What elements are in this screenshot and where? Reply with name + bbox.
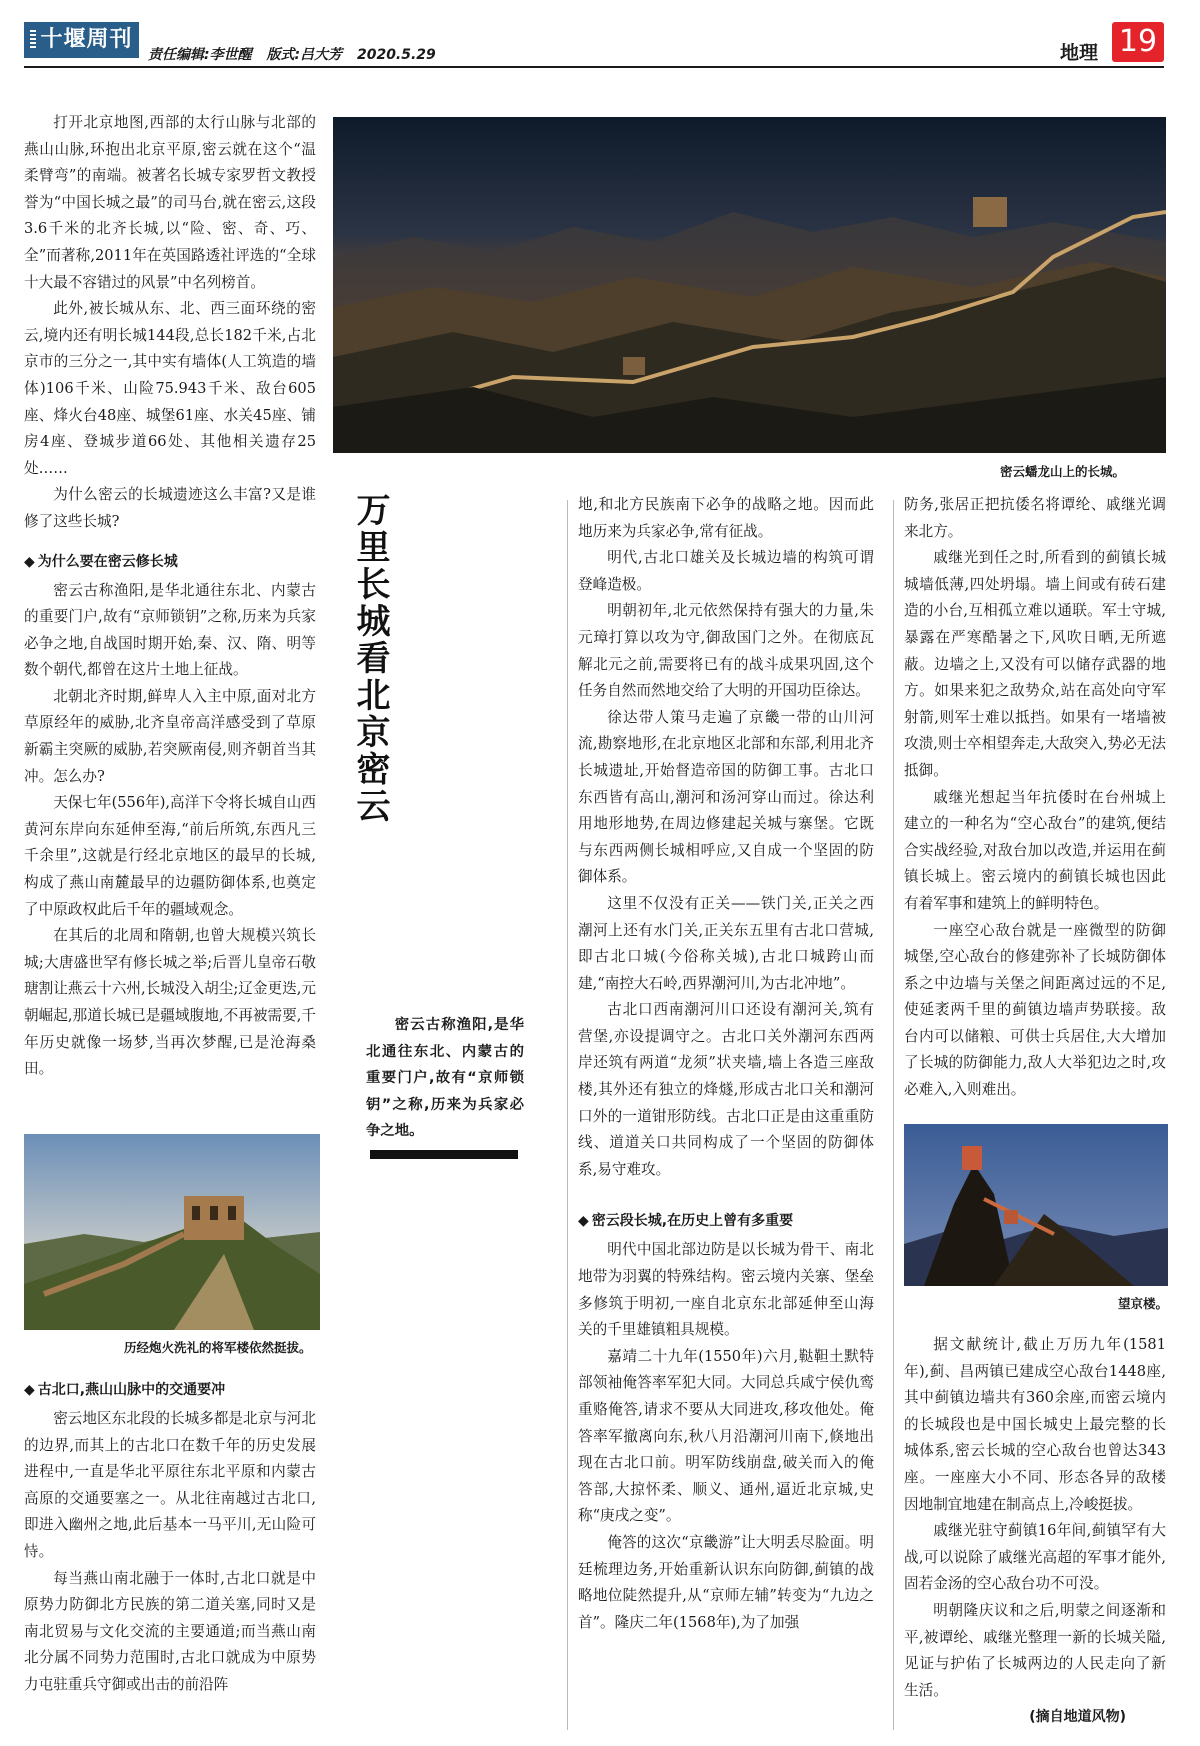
layout-credit: 版式:吕大芳 xyxy=(266,47,343,63)
paragraph: 明朝初年,北元依然保持有强大的力量,朱元璋打算以攻为守,御敌国门之外。在彻底瓦解北元之前,需要将已有的战斗成果巩固,这个任务自然而然地交给了大明的开国功臣徐达。 xyxy=(578,602,874,700)
article-title: 万里长城看北京密云 xyxy=(350,492,390,825)
header-rule xyxy=(24,66,1164,68)
paragraph: 明代,古北口雄关及长城边墙的构筑可谓登峰造极。 xyxy=(578,549,874,593)
paragraph: 密云古称渔阳,是华北通往东北、内蒙古的重要门户,故有“京师锁钥”之称,历来为兵家必争之地,自战国时期开始,秦、汉、隋、明等数个朝代,都曾在这片土地上征战。 xyxy=(24,581,316,679)
section-label: 地理 xyxy=(1060,42,1099,64)
editor-credit: 责任编辑:李世醒 xyxy=(148,47,252,63)
right-photo-caption: 望京楼。 xyxy=(1118,1296,1169,1311)
column-divider xyxy=(893,500,894,1730)
pull-quote: 密云古称渔阳,是华北通往东北、内蒙古的重要门户,故有“京师锁钥”之称,历来为兵家必争之地。 xyxy=(366,1017,524,1139)
paragraph: 天保七年(556年),高洋下令将长城自山西黄河东岸向东延伸至海,“前后所筑,东西凡三千余里”,这就是行经北京地区的最早的长城,构成了燕山南麓最早的边疆防御体系,也奠定了中原政权此后千年的疆域观念。 xyxy=(24,794,316,918)
column-2 xyxy=(578,492,874,1636)
left-photo-caption: 历经炮火洗礼的将军楼依然挺拔。 xyxy=(124,1340,312,1355)
paragraph: 戚继光想起当年抗倭时在台州城上建立的一种名为“空心敌台”的建筑,便结合实战经验,对敌台加以改造,并运用在蓟镇长城上。密云境内的蓟镇长城也因此有着军事和建筑上的鲜明特色。 xyxy=(904,788,1166,912)
pull-quote-bar xyxy=(370,1150,518,1159)
paragraph: 密云地区东北段的长城多都是北京与河北的边界,而其上的古北口在数千年的历史发展进程中,一直是华北平原往东北平原和内蒙古高原的交通要塞之一。从北往南越过古北口,即进入幽州之地,此后基本一马平川,无山险可恃。 xyxy=(24,1410,316,1560)
issue-date: 2020.5.29 xyxy=(356,47,436,63)
paragraph: 古北口西南潮河川口还设有潮河关,筑有营堡,亦设提调守之。古北口关外潮河东西两岸还筑有两道“龙须”状夹墙,墙上各造三座敌楼,其外还有独立的烽燧,形成古北口关和潮河口外的一道钳形防线。古北口正是由这重重防线、道道关口共同构成了一个坚固的防御体系,易守难攻。 xyxy=(578,1001,874,1178)
paragraph: 一座空心敌台就是一座微型的防御城堡,空心敌台的修建弥补了长城防御体系之中边墙与关堡之间距离过远的不足,使延袤两千里的蓟镇边墙声势联接。敌台内可以储粮、可供士兵居住,大大增加了长城的防御能力,敌人大举犯边之时,攻必难入,入则难出。 xyxy=(904,921,1166,1099)
publication-name: 十堰周刊 xyxy=(40,27,133,52)
paragraph: 在其后的北周和隋朝,也曾大规模兴筑长城;大唐盛世罕有修长城之举;后晋儿皇帝石敬瑭割让燕云十六州,长城没入胡尘;辽金更迭,元朝崛起,那道长城已是疆域腹地,不再被需要,千年历史就像一场梦,当再次梦醒,已是沧海桑田。 xyxy=(24,927,316,1078)
paragraph: 明代中国北部边防是以长城为骨干、南北地带为羽翼的特殊结构。密云境内关寨、堡垒多修筑于明初,一座自北京东北部延伸至山海关的千里雄镇粗具规模。 xyxy=(578,1241,874,1339)
paragraph: 徐达带人策马走遍了京畿一带的山川河流,勘察地形,在北京地区北部和东部,利用北齐长城遗址,开始督造帝国的防御工事。古北口东西皆有高山,潮河和汤河穿山而过。徐达利用地形地势,在周边修建起关城与寨堡。它既与东西两侧长城相呼应,又自成一个坚固的防御体系。 xyxy=(578,708,874,886)
paragraph: 打开北京地图,西部的太行山脉与北部的燕山山脉,环抱出北京平原,密云就在这个“温柔臂弯”的南端。被著名长城专家罗哲文教授誉为“中国长城之最”的司马台,就在密云,这段3.6千米的北齐长城,以“险、密、奇、巧、全”而著称,2011年在英国路透社评选的“全球十大最不容错过的风景”中名列榜首。 xyxy=(24,114,316,291)
page-number: 19 xyxy=(1112,22,1164,62)
paragraph: 明朝隆庆议和之后,明蒙之间逐渐和平,被谭纶、戚继光整理一新的长城关隘,见证与护佑了长城两边的人民走向了新生活。 xyxy=(904,1601,1166,1699)
general-tower-photo xyxy=(24,1134,320,1330)
paragraph: 戚继光驻守蓟镇16年间,蓟镇罕有大战,可以说除了戚继光高超的军事才能外,固若金汤的空心敌台功不可没。 xyxy=(904,1522,1166,1593)
paragraph: 这里不仅没有正关——铁门关,正关之西潮河上还有水门关,正关东五里有古北口营城,即古北口城(今俗称关城),古北口城跨山而建,“南控大石岭,西界潮河川,为古北冲地”。 xyxy=(578,894,874,992)
great-wall-panorama-photo xyxy=(333,117,1166,453)
general-tower-illustration xyxy=(24,1134,320,1330)
column-3-top xyxy=(904,492,1166,1104)
column-3-bottom xyxy=(904,1332,1166,1731)
logo-decoration xyxy=(30,30,36,50)
top-photo-caption: 密云蟠龙山上的长城。 xyxy=(1000,464,1126,479)
article-source: (摘自地道风物) xyxy=(1029,1709,1126,1726)
section-heading: ◆ 为什么要在密云修长城 xyxy=(24,550,316,574)
section-heading: ◆ 密云段长城,在历史上曾有多重要 xyxy=(578,1209,874,1233)
panorama-illustration xyxy=(333,117,1166,453)
paragraph: 防务,张居正把抗倭名将谭纶、戚继光调来北方。 xyxy=(904,496,1166,540)
paragraph: 嘉靖二十九年(1550年)六月,鞑靼土默特部领袖俺答率军犯大同。大同总兵咸宁侯仇鸾重赂俺答,请求不要从大同进攻,移攻他处。俺答率军撤离向东,秋八月沿潮河川南下,倏地出现在古北口前。明军防线崩盘,破关而入的俺答部,大掠怀柔、顺义、通州,逼近北京城,史称“庚戌之变”。 xyxy=(578,1347,874,1525)
paragraph: 此外,被长城从东、北、西三面环绕的密云,境内还有明长城144段,总长182千米,占北京市的三分之一,其中实有墙体(人工筑造的墙体)106千米、山险75.943千米、敌台605座、烽火台48座、城堡61座、水关45座、铺房4座、登城步道66处、其他相关遗存25处…… xyxy=(24,300,316,477)
column-divider xyxy=(567,500,568,1730)
header-info xyxy=(148,44,446,64)
paragraph: 每当燕山南北融于一体时,古北口就是中原势力防御北方民族的第二道关塞,同时又是南北贸易与文化交流的主要通道;而当燕山南北分属不同势力范围时,古北口就成为中原势力屯驻重兵守御或出击的前沿阵 xyxy=(24,1569,316,1693)
paragraph: 据文献统计,截止万历九年(1581年),蓟、昌两镇已建成空心敌台1448座,其中蓟镇边墙共有360余座,而密云境内的长城段也是中国长城史上最完整的长城体系,密云长城的空心敌台也曾达343座。一座座大小不同、形态各异的敌楼因地制宜地建在制高点上,冷峻挺拔。 xyxy=(904,1336,1166,1513)
column-1-top xyxy=(24,110,316,1083)
paragraph: 为什么密云的长城遗迹这么丰富?又是谁修了这些长城? xyxy=(24,486,316,530)
wangjing-tower-illustration xyxy=(904,1124,1168,1286)
wangjing-tower-photo xyxy=(904,1124,1168,1286)
paragraph: 北朝北齐时期,鲜卑人入主中原,面对北方草原经年的威胁,北齐皇帝高洋感受到了草原新霸主突厥的威胁,若突厥南侵,则齐朝首当其冲。怎么办? xyxy=(24,687,316,785)
section-heading: ◆ 古北口,燕山山脉中的交通要冲 xyxy=(24,1378,316,1402)
paragraph: 俺答的这次“京畿游”让大明丢尽脸面。明廷梳理边务,开始重新认识东向防御,蓟镇的战略地位陡然提升,从“京师左辅”转变为“九边之首”。隆庆二年(1568年),为了加强 xyxy=(578,1533,874,1631)
paragraph: 戚继光到任之时,所看到的蓟镇长城城墙低薄,四处坍塌。墙上间或有砖石建造的小台,互相孤立难以通联。军士守城,暴露在严寒酷暑之下,风吹日晒,无所遮蔽。边墙之上,又没有可以储存武器的地方。如果来犯之敌势众,站在高处向守军射箭,则军士难以抵挡。如果有一堵墙被攻溃,则士卒相望奔走,大敌突入,势必无法抵御。 xyxy=(904,549,1167,779)
column-1-bottom xyxy=(24,1378,316,1699)
paragraph: 地,和北方民族南下必争的战略之地。因而此地历来为兵家必争,常有征战。 xyxy=(578,496,874,540)
publication-logo xyxy=(24,22,139,58)
